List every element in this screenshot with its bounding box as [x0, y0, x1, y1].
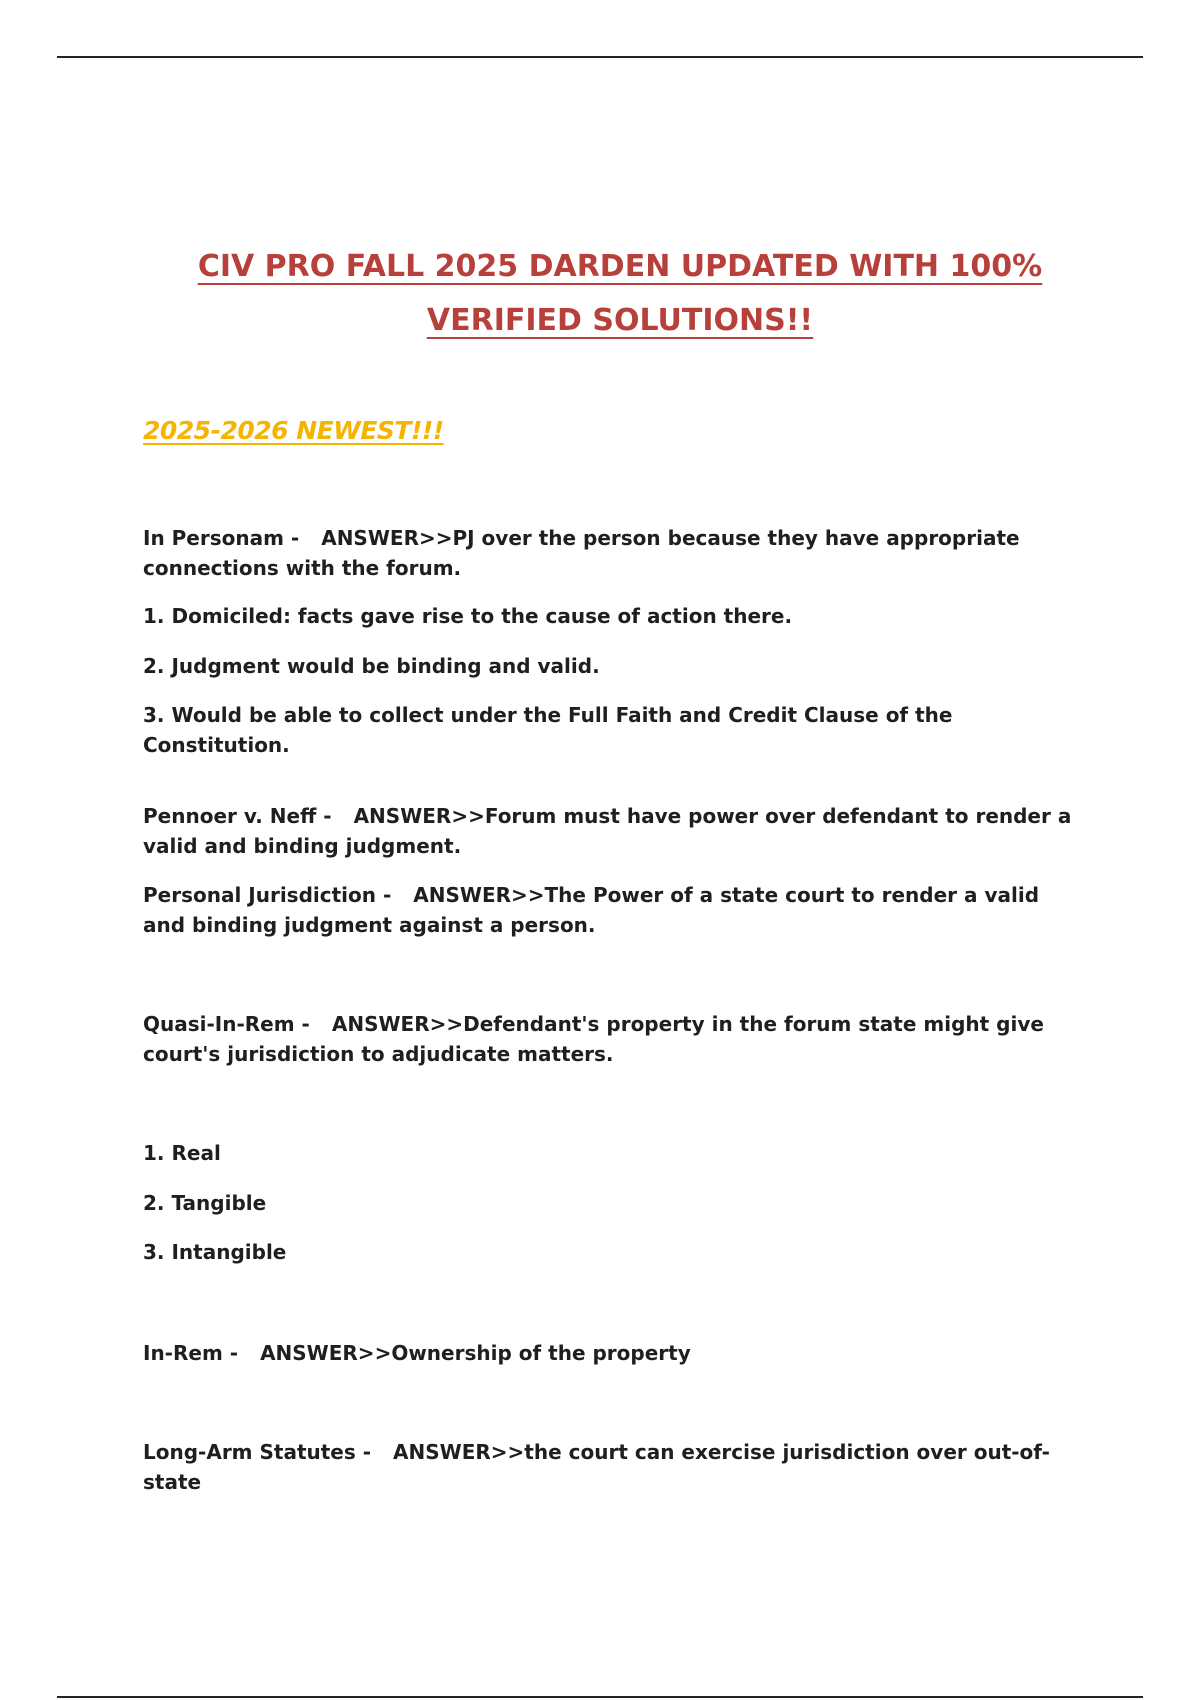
entry-term: In Personam -	[143, 526, 300, 550]
entry-pennoyer	[143, 801, 1083, 861]
top-rule	[57, 56, 1143, 58]
entry-in-personam	[143, 523, 1083, 583]
entry-answer: ANSWER>>PJ over the person because they have appropriate connections with the forum.	[143, 526, 1020, 580]
title-line-1: CIV PRO FALL 2025 DARDEN UPDATED WITH 100%	[197, 249, 1043, 284]
entry-term: Personal Jurisdiction -	[143, 883, 392, 907]
list-item: 3. Would be able to collect under the Full Faith and Credit Clause of the Constitution.	[143, 703, 953, 757]
entry-quasi-in-rem	[143, 1009, 1083, 1069]
title-line-2: VERIFIED SOLUTIONS!!	[426, 303, 814, 338]
document-title	[100, 240, 1140, 348]
list-item: 3. Intangible	[143, 1240, 287, 1264]
entry-long-arm-statutes	[143, 1437, 1083, 1497]
entry-term: Pennoer v. Neff -	[143, 804, 332, 828]
entry-term: Long-Arm Statutes -	[143, 1440, 372, 1464]
entry-term: In-Rem -	[143, 1341, 239, 1365]
list-item: 1. Domiciled: facts gave rise to the cause of action there.	[143, 604, 793, 628]
entry-personal-jurisdiction	[143, 880, 1083, 940]
list-item: 2. Judgment would be binding and valid.	[143, 654, 600, 678]
subtitle-newest: 2025-2026 NEWEST!!!	[143, 416, 444, 445]
entry-answer: ANSWER>>Forum must have power over defendant to render a valid and binding judgment.	[143, 804, 1072, 858]
entry-in-rem	[143, 1338, 1083, 1368]
list-item: 1. Real	[143, 1141, 221, 1165]
list-item: 2. Tangible	[143, 1191, 267, 1215]
entry-term: Quasi-In-Rem -	[143, 1012, 310, 1036]
entry-answer: ANSWER>>Defendant's property in the forum state might give court's jurisdiction to adjudicate matters.	[143, 1012, 1044, 1066]
entry-answer: ANSWER>>The Power of a state court to render a valid and binding judgment against a person.	[143, 883, 1040, 937]
bottom-rule	[57, 1696, 1143, 1698]
entry-answer: ANSWER>>the court can exercise jurisdiction over out-of-state	[143, 1440, 1050, 1494]
entry-answer: ANSWER>>Ownership of the property	[260, 1341, 691, 1365]
